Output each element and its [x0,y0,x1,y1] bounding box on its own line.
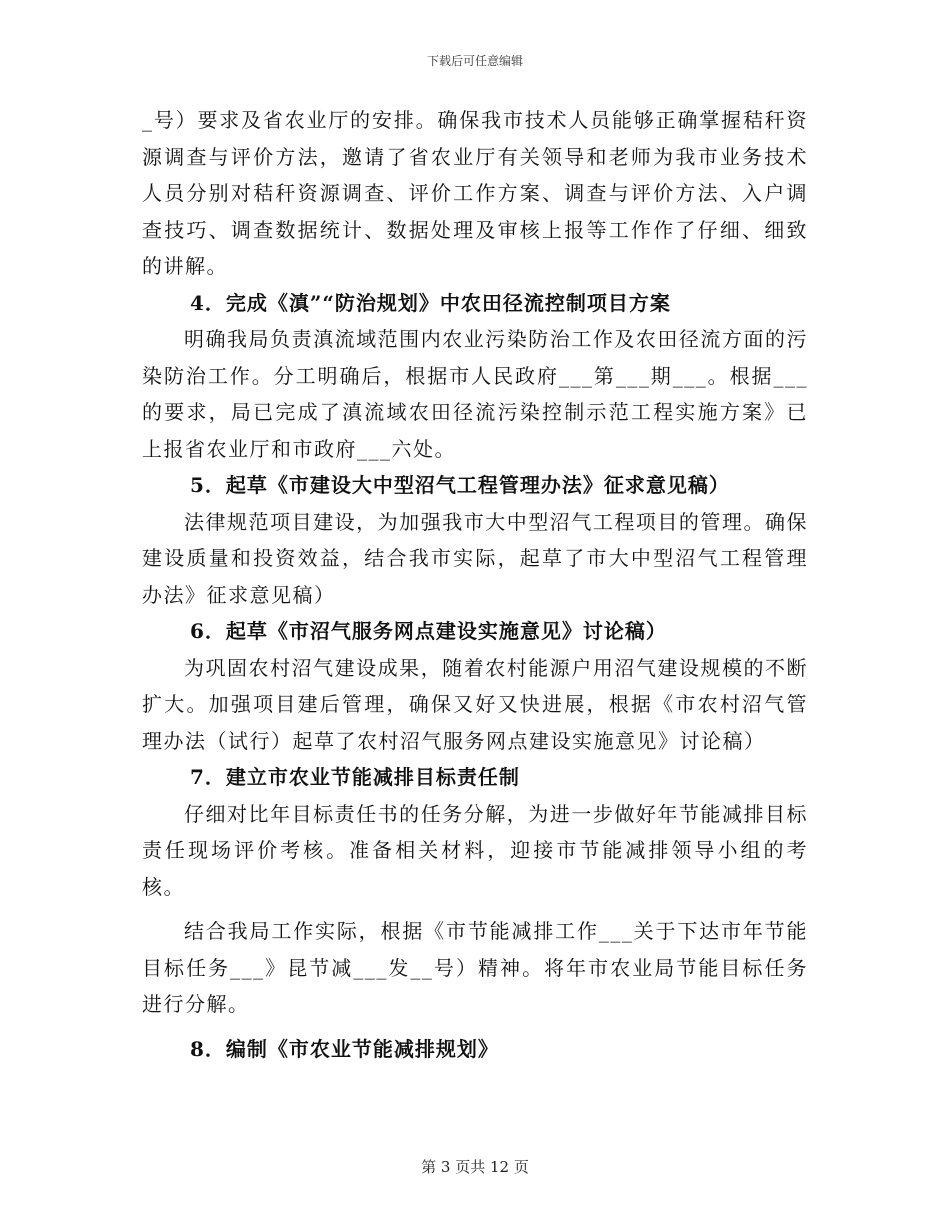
paragraph-straw-survey: _号）要求及省农业厅的安排。确保我市技术人员能够正确掌握秸秆资源调查与评价方法，邀请了省农业厅有关领导和老师为我市业务技术人员分别对秸秆资源调查、评价工作方案、调查与评价方法、入户调查技巧、调查数据统计、数据处理及审核上报等工作作了仔细、细致的讲解。 [142,108,808,278]
paragraph-section-5: 法律规范项目建设，为加强我市大中型沼气工程项目的管理。确保建设质量和投资效益，结合我市实际，起草了市大中型沼气工程管理办法》征求意见稿） [142,509,808,607]
paragraph-gap [142,1023,808,1031]
section-heading-6: 6．起草《市沼气服务网点建设实施意见》讨论稿） [190,619,667,643]
document-body [142,102,808,1067]
section-heading-8: 8．编制《市农业节能减排规划》 [190,1036,499,1061]
paragraph-section-7b: 结合我局工作实际，根据《市节能减排工作___关于下达市年节能目标任务___》昆节减___发__号）精神。将年市农业局节能目标任务进行分解。 [142,919,808,1016]
paragraph-section-7a: 仔细对比年目标责任书的任务分解，为进一步做好年节能减排目标责任现场评价考核。准备相关材料，迎接市节能减排领导小组的考核。 [142,801,808,899]
paragraph-section-4: 明确我局负责滇流域范围内农业污染防治工作及农田径流方面的污染防治工作。分工明确后，根据市人民政府___第___期___。根据___的要求，局已完成了滇流域农田径流污染控制示范工程实施方案》已上报省农业厅和市政府___六处。 [142,327,808,461]
paragraph-section-6: 为巩固农村沼气建设成果，随着农村能源户用沼气建设规模的不断扩大。加强项目建后管理，确保又好又快进展，根据《市农村沼气管理办法（试行）起草了农村沼气服务网点建设实施意见》讨论稿） [142,655,808,753]
section-heading-7: 7．建立市农业节能减排目标责任制 [190,765,520,789]
section-heading-5: 5．起草《市建设大中型沼气工程管理办法》征求意见稿） [190,473,730,497]
page-number: 第 3 页共 12 页 [421,1158,529,1176]
paragraph-gap [142,905,808,913]
section-heading-4: 4．完成《滇”“防治规划》中农田径流控制项目方案 [190,290,671,315]
page-header-note: 下载后可任意编辑 [426,54,523,68]
